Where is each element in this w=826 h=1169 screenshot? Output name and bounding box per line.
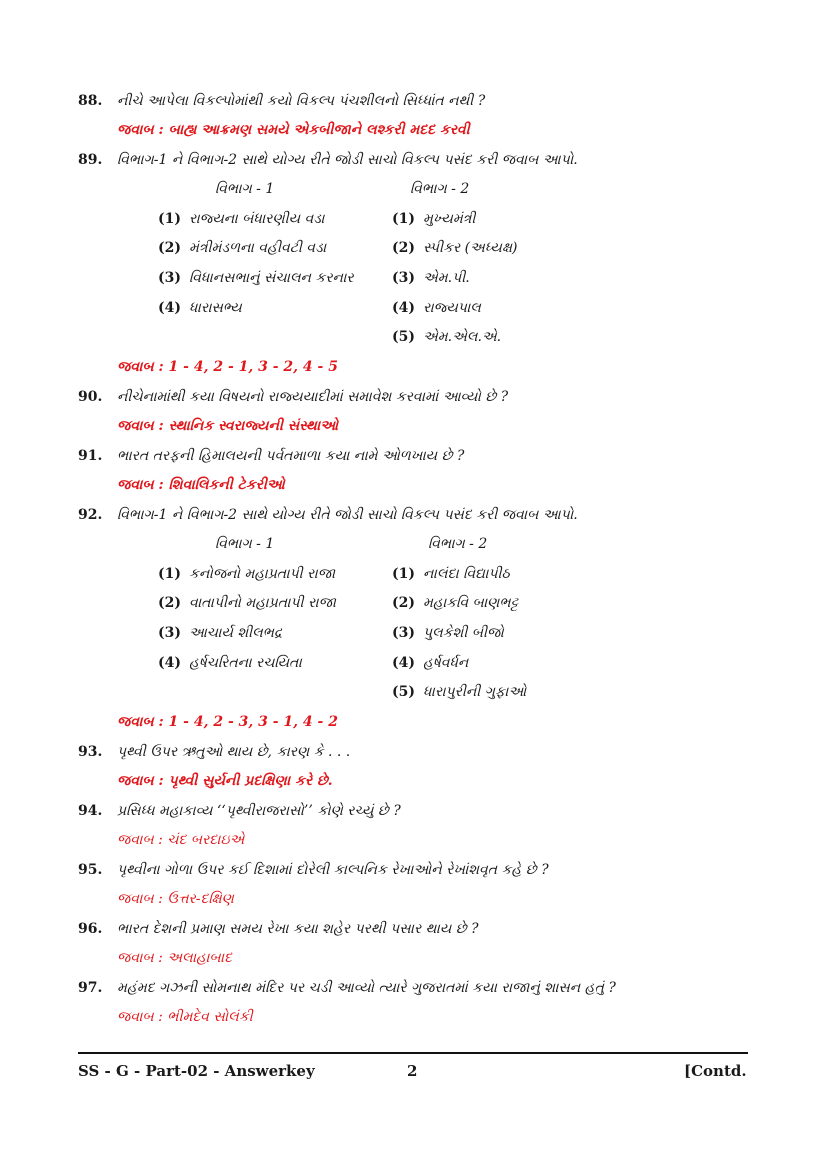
- match-left-item: (4) ધારાસભ્ય: [158, 300, 242, 316]
- match-left-item: (2) મંત્રીમંડળના વહીવટી વડા: [158, 240, 327, 256]
- footer-continued: [Contd.: [684, 1062, 747, 1080]
- question-number: 97.: [78, 980, 103, 996]
- match-right-item: (3) પુલકેશી બીજો: [392, 625, 504, 641]
- question-number: 90.: [78, 389, 103, 405]
- answer-94: જવાબ : ચંદ બરદાઇએ: [117, 832, 245, 848]
- question-text: વિભાગ-1 ને વિભાગ-2 સાથે યોગ્ય રીતે જોડી સાચો વિકલ્પ પસંદ કરી જવાબ આપો.: [117, 507, 578, 523]
- match-right-item: (1) નાલંદા વિદ્યાપીઠ: [392, 566, 510, 582]
- match-right-item: (4) હર્ષવર્ધન: [392, 655, 469, 671]
- match-right-item: (2) સ્પીકર (અધ્યક્ષ): [392, 240, 518, 256]
- question-text: નીચેનામાંથી કયા વિષયનો રાજ્યયાદીમાં સમાવેશ કરવામાં આવ્યો છે ?: [117, 389, 509, 405]
- match-left-item: (3) આચાર્ય શીલભદ્ર: [158, 625, 283, 641]
- question-text: નીચે આપેલા વિકલ્પોમાંથી કયો વિકલ્પ પંચશીલનો સિધ્ધાંત નથી ?: [117, 93, 486, 109]
- answer-89: જવાબ : 1 - 4, 2 - 1, 3 - 2, 4 - 5: [117, 359, 338, 375]
- question-number: 91.: [78, 448, 103, 464]
- answer-88: જવાબ : બાહ્ય આક્રમણ સમયે એકબીજાને લશ્કરી મદદ કરવી: [117, 122, 470, 138]
- answer-95: જવાબ : ઉત્તર-દક્ષિણ: [117, 891, 234, 907]
- question-number: 92.: [78, 507, 103, 523]
- answer-92: જવાબ : 1 - 4, 2 - 3, 3 - 1, 4 - 2: [117, 714, 338, 730]
- match-right-item: (5) ધારાપુરીની ગુફાઓ: [392, 684, 527, 700]
- match-right-item: (1) મુખ્યમંત્રી: [392, 211, 476, 227]
- question-number: 89.: [78, 152, 103, 168]
- question-number: 95.: [78, 862, 103, 878]
- question-text: પૃથ્વી ઉપર ઋતુઓ થાય છે, કારણ કે . . .: [117, 744, 351, 760]
- column-1-heading: વિભાગ - 1: [215, 181, 275, 197]
- column-2-heading: વિભાગ - 2: [428, 536, 488, 552]
- column-2-heading: વિભાગ - 2: [410, 181, 470, 197]
- match-left-item: (4) હર્ષચરિતના રચયિતા: [158, 655, 302, 671]
- answer-90: જવાબ : સ્થાનિક સ્વરાજ્યની સંસ્થાઓ: [117, 418, 338, 434]
- match-right-item: (4) રાજ્યપાલ: [392, 300, 481, 316]
- answer-93: જવાબ : પૃથ્વી સુર્યની પ્રદક્ષિણા કરે છે.: [117, 773, 333, 789]
- question-text: ભારત તરફની હિમાલયની પર્વતમાળા કયા નામે ઓળખાય છે ?: [117, 448, 465, 464]
- answer-96: જવાબ : અલાહાબાદ: [117, 950, 232, 966]
- match-left-item: (3) વિધાનસભાનું સંચાલન કરનાર: [158, 270, 354, 286]
- question-text: પૃથ્વીના ગોળા ઉપર કઈ દિશામાં દોરેલી કાલ્પનિક રેખાઓને રેખાંશવૃત કહે છે ?: [117, 862, 549, 878]
- question-text: વિભાગ-1 ને વિભાગ-2 સાથે યોગ્ય રીતે જોડી સાચો વિકલ્પ પસંદ કરી જવાબ આપો.: [117, 152, 578, 168]
- footer-document-code: SS - G - Part-02 - Answerkey: [78, 1062, 315, 1080]
- question-text: પ્રસિધ્ધ મહાકાવ્ય ‘‘પૃથ્વીરાજરાસો’’ કોણે રચ્યું છે ?: [117, 803, 401, 819]
- answer-91: જવાબ : શિવાલિકની ટેકરીઓ: [117, 477, 285, 493]
- match-right-item: (5) એમ.એલ.એ.: [392, 329, 502, 345]
- question-number: 88.: [78, 93, 103, 109]
- match-left-item: (2) વાતાપીનો મહાપ્રતાપી રાજા: [158, 595, 336, 611]
- question-number: 96.: [78, 921, 103, 937]
- answer-97: જવાબ : ભીમદેવ સોલંકી: [117, 1009, 253, 1025]
- page-number: 2: [407, 1062, 418, 1080]
- match-left-item: (1) કનોજનો મહાપ્રતાપી રાજા: [158, 566, 336, 582]
- match-left-item: (1) રાજ્યના બંધારણીય વડા: [158, 211, 325, 227]
- match-right-item: (3) એમ.પી.: [392, 270, 470, 286]
- question-number: 94.: [78, 803, 103, 819]
- match-right-item: (2) મહાકવિ બાણભટ્ટ: [392, 595, 519, 611]
- column-1-heading: વિભાગ - 1: [215, 536, 275, 552]
- question-number: 93.: [78, 744, 103, 760]
- footer-divider: [78, 1052, 748, 1054]
- question-text: મહંમદ ગઝની સોમનાથ મંદિર પર ચડી આવ્યો ત્યારે ગુજરાતમાં કયા રાજાનું શાસન હતું ?: [117, 980, 616, 996]
- question-text: ભારત દેશની પ્રમાણ સમય રેખા કયા શહેર પરથી પસાર થાય છે ?: [117, 921, 479, 937]
